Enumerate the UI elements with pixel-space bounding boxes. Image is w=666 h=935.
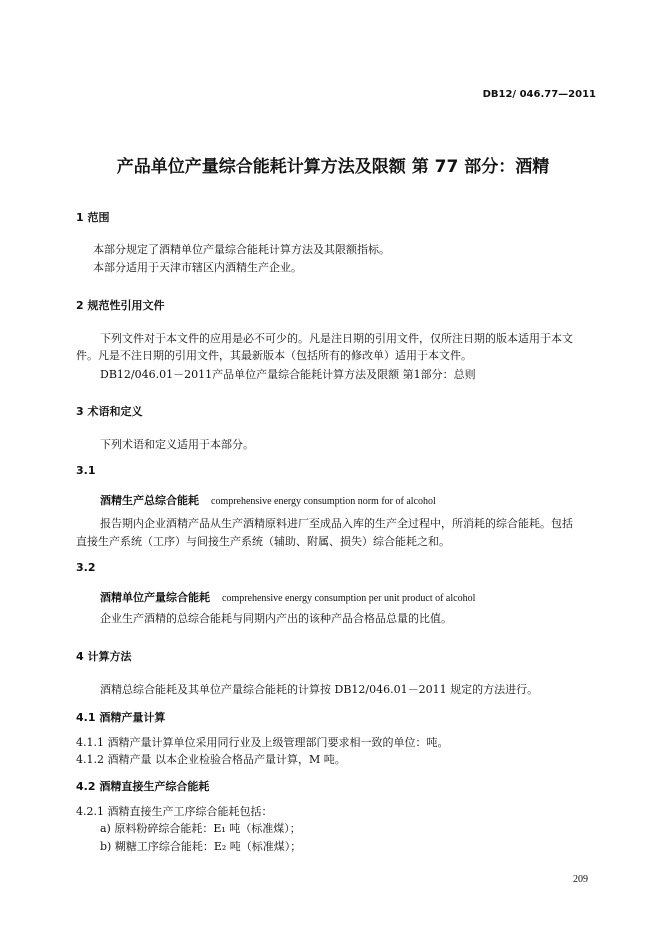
list-item-b: b) 糊糖工序综合能耗：E₂ 吨（标准煤）； xyxy=(100,840,302,853)
section-2-paragraph-1-line-2: 件。凡是不注日期的引用文件，其最新版本（包括所有的修改单）适用于本文件。 xyxy=(76,349,472,362)
clause-4-1-1: 4.1.1 酒精产量计算单位采用同行业及上级管理部门要求相一致的单位：吨。 xyxy=(76,736,449,749)
section-4-1-heading: 4.1 酒精产量计算 xyxy=(76,711,166,724)
term-3-1 xyxy=(100,489,436,508)
section-1-paragraph-2: 本部分适用于天津市辖区内酒精生产企业。 xyxy=(93,261,302,274)
section-2-paragraph-1-line-1: 下列文件对于本文件的应用是必不可少的。凡是注日期的引用文件，仅所注日期的版本适用于本文 xyxy=(100,332,573,345)
standard-number: DB12/ 046.77—2011 xyxy=(482,89,596,100)
clause-4-2-1: 4.2.1 酒精直接生产工序综合能耗包括： xyxy=(76,805,273,818)
document-title: 产品单位产量综合能耗计算方法及限额 第 77 部分：酒精 xyxy=(116,157,550,177)
term-3-1-chinese: 酒精生产总综合能耗 xyxy=(100,494,199,507)
section-1-heading: 1 范围 xyxy=(76,211,110,224)
section-4-intro: 酒精总综合能耗及其单位产量综合能耗的计算按 DB12/046.01－2011 规定的方法进行。 xyxy=(100,683,539,696)
term-3-1-definition-line-1: 报告期内企业酒精产品从生产酒精原料进厂至成品入库的生产全过程中，所消耗的综合能耗。包括 xyxy=(100,517,573,530)
section-3-intro: 下列术语和定义适用于本部分。 xyxy=(100,438,254,451)
term-3-2-definition: 企业生产酒精的总综合能耗与同期内产出的该种产品合格品总量的比值。 xyxy=(100,612,452,625)
term-3-2-chinese: 酒精单位产量综合能耗 xyxy=(100,591,210,604)
section-4-2-heading: 4.2 酒精直接生产综合能耗 xyxy=(76,780,210,793)
term-3-2-english: comprehensive energy consumption per unit product of alcohol xyxy=(222,593,476,604)
page-number: 209 xyxy=(573,874,588,885)
term-3-1-definition-line-2: 直接生产系统（工序）与间接生产系统（辅助、附属、损失）综合能耗之和。 xyxy=(76,535,450,548)
section-1-paragraph-1: 本部分规定了酒精单位产量综合能耗计算方法及其限额指标。 xyxy=(93,243,390,256)
term-3-1-english: comprehensive energy consumption norm for of alcohol xyxy=(211,496,436,507)
section-2-reference: DB12/046.01－2011产品单位产量综合能耗计算方法及限额 第1部分：总则 xyxy=(100,368,476,381)
section-2-heading: 2 规范性引用文件 xyxy=(76,299,165,312)
term-3-1-number: 3.1 xyxy=(76,464,96,477)
list-item-a: a) 原料粉碎综合能耗：E₁ 吨（标准煤）； xyxy=(100,822,301,835)
clause-4-1-2: 4.1.2 酒精产量 以本企业检验合格品产量计算，M 吨。 xyxy=(76,753,346,766)
term-3-2 xyxy=(100,586,475,605)
section-4-heading: 4 计算方法 xyxy=(76,650,132,663)
section-3-heading: 3 术语和定义 xyxy=(76,405,143,418)
term-3-2-number: 3.2 xyxy=(76,561,96,574)
